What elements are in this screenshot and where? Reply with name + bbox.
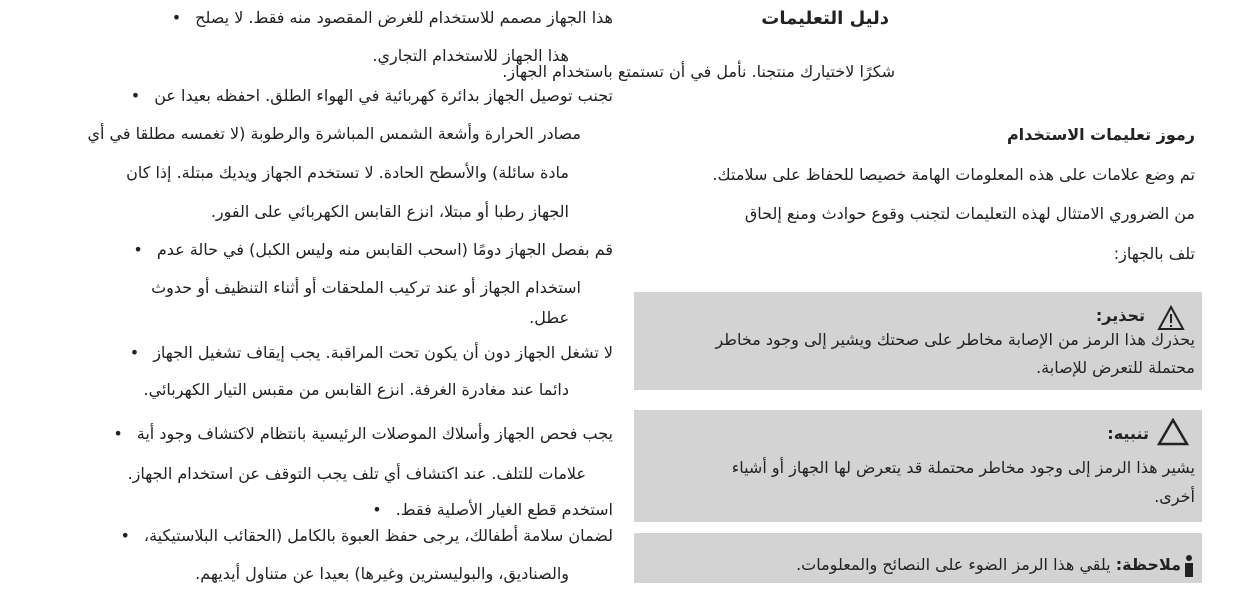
caution-line-2: أخرى. — [1154, 487, 1195, 506]
symbols-heading: رموز تعليمات الاستخدام — [1006, 125, 1195, 144]
symbols-paragraph-1: تم وضع علامات على هذه المعلومات الهامة خصيصا للحفاظ على سلامتك. — [712, 165, 1195, 184]
warning-triangle-icon — [1157, 305, 1185, 331]
intro-text: شكرًا لاختيارك منتجنا. نأمل في أن تستمتع باستخدام الجهاز. — [502, 62, 895, 81]
caution-title: تنبيه: — [1107, 424, 1149, 443]
list-item-cont: مادة سائلة) والأسطح الحادة. لا تستخدم الجهاز ويديك مبتلة. إذا كان — [126, 163, 569, 182]
list-item-cont: والصناديق، والبوليسترين وغيرها) بعيدا عن متناول أيديهم. — [195, 564, 569, 583]
symbols-paragraph-2b: تلف بالجهاز: — [1113, 244, 1195, 263]
warning-line-2: محتملة للتعرض للإصابة. — [1036, 358, 1195, 377]
list-item: قم بفصل الجهاز دومًا (اسحب القابس منه وليس الكبل) في حالة عدم • — [133, 240, 613, 259]
list-item-cont: دائما عند مغادرة الغرفة. انزع القابس من مقبس التيار الكهربائي. — [143, 380, 569, 399]
list-item-cont: هذا الجهاز للاستخدام التجاري. — [372, 46, 569, 65]
list-item: لا تشغل الجهاز دون أن يكون تحت المراقبة. يجب إيقاف تشغيل الجهاز • — [130, 343, 613, 362]
note-title: ملاحظة: — [1115, 555, 1181, 574]
info-icon — [1182, 555, 1196, 577]
note-body: يلقي هذا الرمز الضوء على النصائح والمعلومات. — [796, 555, 1111, 574]
list-item-cont: علامات للتلف. عند اكتشاف أي تلف يجب التوقف عن استخدام الجهاز. — [127, 464, 586, 483]
list-item: لضمان سلامة أطفالك، يرجى حفظ العبوة بالكامل (الحقائب البلاستيكية، • — [120, 526, 613, 545]
list-item: يجب فحص الجهاز وأسلاك الموصلات الرئيسية بانتظام لاكتشاف وجود أية • — [113, 424, 613, 443]
caution-triangle-icon — [1157, 418, 1189, 446]
list-item: تجنب توصيل الجهاز بدائرة كهربائية في الهواء الطلق. احفظه بعيدا عن • — [131, 86, 613, 105]
caution-line-1: يشير هذا الرمز إلى وجود مخاطر محتملة قد يتعرض لها الجهاز أو أشياء — [731, 458, 1195, 477]
list-item-cont: عطل. — [529, 308, 569, 327]
list-item-cont: مصادر الحرارة وأشعة الشمس المباشرة والرطوبة (لا تغمسه مطلقا في أي — [87, 124, 581, 143]
note-text — [796, 555, 1181, 574]
list-item-cont: الجهاز رطبا أو مبتلا، انزع القابس الكهربائي على الفور. — [210, 202, 569, 221]
warning-title: تحذير: — [1095, 306, 1145, 325]
page-title: دليل التعليمات — [761, 8, 889, 29]
list-item-cont: استخدام الجهاز أو عند تركيب الملحقات أو أثناء التنظيف أو حدوث — [151, 278, 581, 297]
list-item: هذا الجهاز مصمم للاستخدام للغرض المقصود منه فقط. لا يصلح • — [172, 8, 613, 27]
list-item: استخدم قطع الغيار الأصلية فقط. • — [372, 500, 613, 519]
symbols-paragraph-2a: من الضروري الامتثال لهذه التعليمات لتجنب وقوع حوادث ومنع إلحاق — [744, 204, 1195, 223]
warning-line-1: يحذرك هذا الرمز من الإصابة مخاطر على صحتك ويشير إلى وجود مخاطر — [715, 330, 1195, 349]
